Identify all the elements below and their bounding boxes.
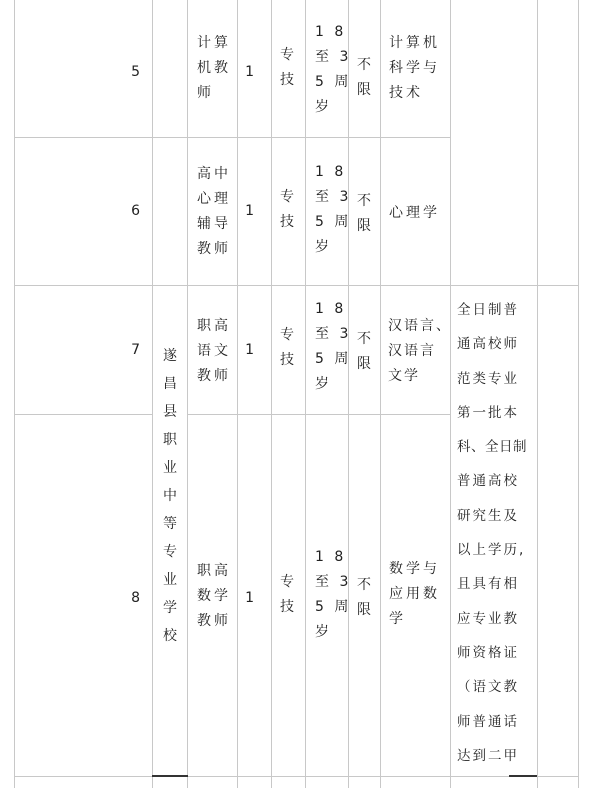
major-requirement: 汉语言、 汉语言 文学 <box>388 317 452 384</box>
grid-line <box>305 0 306 788</box>
grid-line <box>152 0 153 788</box>
gender-requirement: 不 限 <box>357 57 374 98</box>
gender-requirement: 不 限 <box>357 193 374 234</box>
row-number: 8 <box>131 590 140 606</box>
employer-name: 遂 昌 县 职 业 中 等 专 业 学 校 <box>163 347 177 644</box>
grid-line <box>187 137 450 138</box>
position-name: 职高 数学 教师 <box>197 562 231 629</box>
grid-line <box>14 0 15 788</box>
grid-line <box>14 137 187 138</box>
age-requirement: 1 8 至 3 5 周 岁 <box>315 549 352 640</box>
row-number: 6 <box>131 203 140 219</box>
row-number: 7 <box>131 342 140 358</box>
grid-line <box>237 0 238 788</box>
grid-line <box>537 0 538 788</box>
qualification-requirement: 全日制普 通高校师 范类专业 第一批本 科、全日制 普通高校 研究生及 以上学历, 且具有相 应专业教 师资格证 （语文教 师普通话 达到二甲 <box>457 302 527 764</box>
position-type: 专 技 <box>280 189 297 230</box>
major-requirement: 计算机 科学与 技术 <box>389 34 440 101</box>
recruit-count: 1 <box>245 590 254 606</box>
recruit-count: 1 <box>245 64 254 80</box>
recruit-count: 1 <box>245 342 254 358</box>
age-requirement: 1 8 至 3 5 周 岁 <box>315 301 352 392</box>
position-type: 专 技 <box>280 574 297 615</box>
grid-line <box>187 414 450 415</box>
position-type: 专 技 <box>280 47 297 88</box>
major-requirement: 数学与 应用数 学 <box>389 560 440 627</box>
position-type: 专 技 <box>280 327 297 368</box>
grid-line <box>578 0 579 788</box>
position-name: 职高 语文 教师 <box>197 317 231 384</box>
age-requirement: 1 8 至 3 5 周 岁 <box>315 164 352 255</box>
grid-line <box>271 0 272 788</box>
recruit-count: 1 <box>245 203 254 219</box>
gender-requirement: 不 限 <box>357 331 374 372</box>
grid-line <box>380 0 381 788</box>
row-number: 5 <box>131 64 140 80</box>
grid-line <box>187 0 188 788</box>
position-name: 高中 心理 辅导 教师 <box>197 166 231 257</box>
grid-line <box>14 776 578 777</box>
grid-line <box>14 285 578 286</box>
bottom-border <box>152 775 188 777</box>
position-name: 计算 机教 师 <box>197 34 231 101</box>
age-requirement: 1 8 至 3 5 周 岁 <box>315 24 352 115</box>
bottom-border <box>509 775 537 777</box>
gender-requirement: 不 限 <box>357 577 374 618</box>
major-requirement: 心理学 <box>389 204 440 221</box>
grid-line <box>14 414 152 415</box>
